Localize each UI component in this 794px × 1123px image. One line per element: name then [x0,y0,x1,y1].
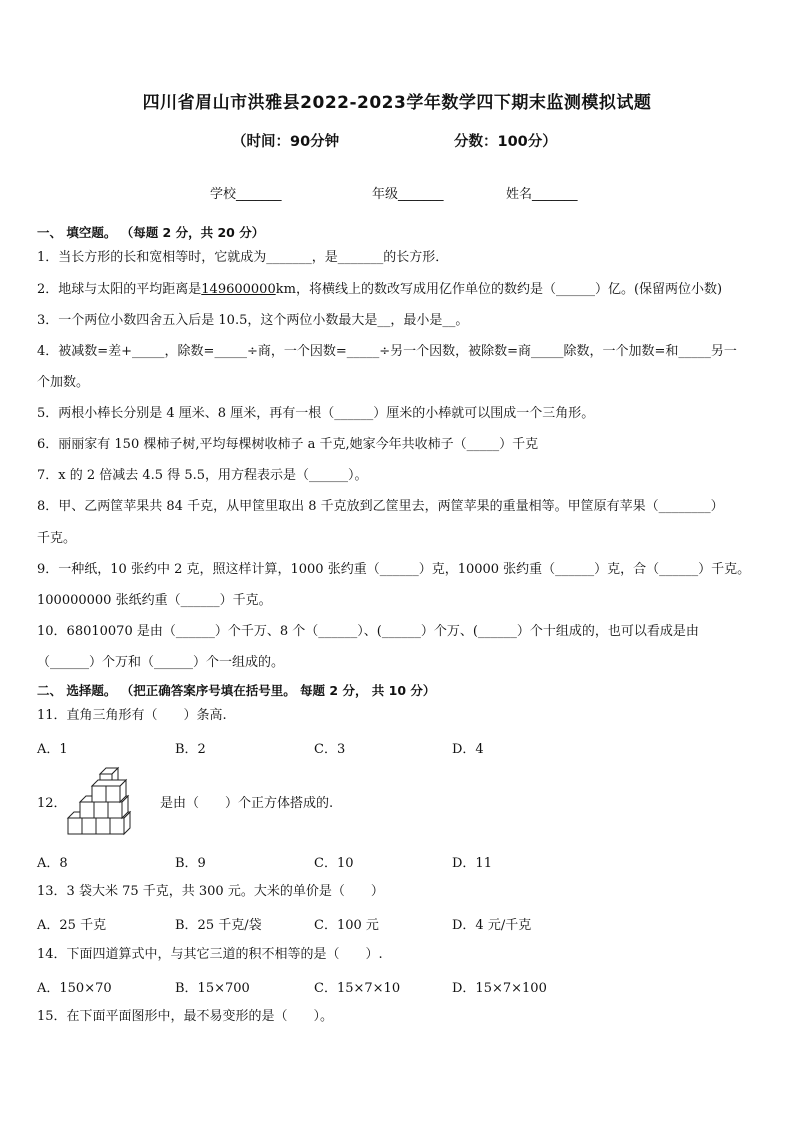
grade-field: 年级_______ [372,187,444,202]
question-15: 15．在下面平面图形中，最不易变形的是（ ）。 [37,1009,334,1024]
q14-option-b: B．15×700 [175,981,250,996]
question-7: 7．x 的 2 倍减去 4.5 得 5.5，用方程表示是（______）。 [37,468,368,483]
question-4-line-2: 个加数。 [37,375,90,390]
question-12-number: 12． [37,796,67,811]
exam-time: （时间：90分钟 [232,134,340,150]
question-2-part-b: km，将横线上的数改写成用亿作单位的数约是（______）亿。(保留两位小数) [275,282,723,297]
stacked-cubes-figure [64,766,160,838]
question-2-part-a: 2．地球与太阳的平均距离是 [37,282,202,297]
q13-option-a: A．25 千克 [37,918,107,933]
section-1-heading: 一、 填空题。 （每题 2 分，共 20 分） [37,225,265,240]
q14-option-c: C．15×7×10 [314,981,401,996]
name-field: 姓名_______ [506,187,578,202]
question-6: 6．丽丽家有 150 棵柿子树,平均每棵树收柿子 a 千克,她家今年共收柿子（_____）千克 [37,437,539,452]
question-2 [37,281,722,299]
question-9-line-2: 100000000 张纸约重（______）千克。 [37,593,272,608]
q13-option-c: C．100 元 [314,918,379,933]
q12-option-b: B．9 [175,856,206,871]
q12-option-d: D．11 [452,856,492,871]
page-title: 四川省眉山市洪雅县2022-2023学年数学四下期末监测模拟试题 [142,93,652,113]
question-8-line-2: 千克。 [37,531,77,546]
q12-option-a: A．8 [37,856,68,871]
exam-score: 分数：100分） [454,134,557,150]
q12-option-c: C．10 [314,856,354,871]
question-4-line-1: 4．被减数=差+_____，除数=_____÷商，一个因数=_____÷另一个因数，被除数=商_____除数，一个加数=和_____另一 [37,344,737,359]
cube-row-upper [92,780,126,802]
question-8-line-1: 8．甲、乙两筐苹果共 84 千克，从甲筐里取出 8 千克放到乙筐里去，两筐苹果的重量相等。甲筐原有苹果（________） [37,499,724,514]
question-3: 3．一个两位小数四舍五入后是 10.5，这个两位小数最大是__，最小是__。 [37,313,469,328]
q11-option-b: B．2 [175,742,206,757]
question-14: 14．下面四道算式中，与其它三道的积不相等的是（ ）. [37,947,383,962]
question-2-number: 149600000 [201,282,276,297]
q11-option-c: C．3 [314,742,346,757]
q11-option-a: A．1 [37,742,68,757]
question-13: 13．3 袋大米 75 千克，共 300 元。大米的单价是（ ） [37,884,384,899]
q13-option-d: D．4 元/千克 [452,918,532,933]
q13-option-b: B．25 千克/袋 [175,918,262,933]
q14-option-d: D．15×7×100 [452,981,547,996]
question-5: 5．两根小棒长分别是 4 厘米、8 厘米，再有一根（______）厘米的小棒就可以围成一个三角形。 [37,406,595,421]
q11-option-d: D．4 [452,742,484,757]
question-10-line-2: （______）个万和（______）个一组成的。 [37,655,285,670]
question-10-line-1: 10．68010070 是由（______）个千万、8 个（______）、(______）个万、(______）个十组成的，也可以看成是由 [37,624,699,639]
question-9-line-1: 9．一种纸，10 张约中 2 克，照这样计算，1000 张约重（______）克，10000 张约重（______）克，合（______）千克。 [37,562,751,577]
q14-option-a: A．150×70 [37,981,112,996]
question-1: 1．当长方形的长和宽相等时，它就成为_______，是_______的长方形． [37,250,449,265]
question-11: 11．直角三角形有（ ）条高. [37,708,227,723]
question-12-text: 是由（ ）个正方体搭成的. [160,796,334,811]
section-2-heading: 二、 选择题。 （把正确答案序号填在括号里。 每题 2 分， 共 10 分） [37,683,436,698]
school-field: 学校_______ [210,187,282,202]
